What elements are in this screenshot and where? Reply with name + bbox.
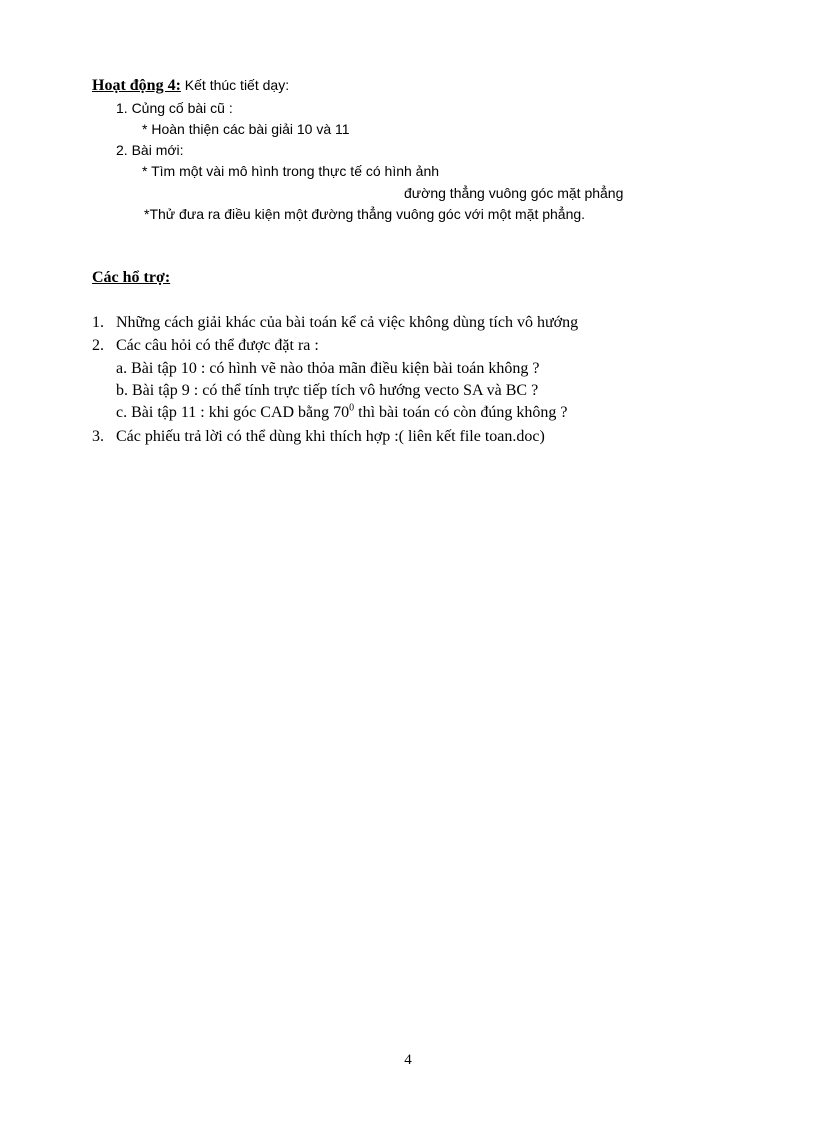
support-item-number: 1. [92, 314, 104, 331]
support-item-text: Các phiếu trả lời có thể dùng khi thích hợp :( liên kết file toan.doc) [116, 428, 545, 445]
support-item-text: Các câu hỏi có thể được đặt ra : [116, 337, 319, 354]
support-subitem-c-text-end: thì bài toán có còn đúng không ? [354, 404, 568, 421]
page-number: 4 [404, 1052, 412, 1068]
support-subitem-c-text: c. Bài tập 11 : khi góc CAD bằng 70 [116, 404, 350, 421]
support-item-text: Những cách giải khác của bài toán kể cả việc không dùng tích vô hướng [116, 314, 579, 331]
degree-superscript: 0 [349, 402, 355, 414]
support-subitem-a: a. Bài tập 10 : có hình vẽ nào thỏa mãn điều kiện bài toán không ? [116, 360, 540, 377]
support-item-1 [92, 313, 578, 333]
support-item-2 [92, 336, 319, 356]
support-item-number: 3. [92, 428, 104, 445]
activity-item-review-detail: * Hoàn thiện các bài giải 10 và 11 [142, 121, 350, 137]
activity-heading: Hoạt động 4: [92, 77, 181, 94]
activity-item-review: 1. Củng cố bài cũ : [116, 100, 233, 116]
support-item-3 [92, 427, 545, 447]
activity-item-condition: *Thử đưa ra điều kiện một đường thẳng vuông góc với một mặt phẳng. [144, 206, 586, 222]
support-subitem-b: b. Bài tập 9 : có thể tính trực tiếp tích vô hướng vecto SA và BC ? [116, 382, 539, 399]
support-heading: Các hổ trợ: [92, 269, 171, 286]
activity-item-find-models: * Tìm một vài mô hình trong thực tế có hình ảnh [142, 163, 440, 179]
support-subitem-c [116, 403, 567, 423]
support-item-number: 2. [92, 337, 104, 354]
activity-heading-line [92, 75, 289, 96]
activity-item-find-models-cont: đường thẳng vuông góc mặt phẳng [404, 185, 624, 201]
activity-title: Kết thúc tiết dạy: [184, 77, 290, 93]
activity-item-new-lesson: 2. Bài mới: [116, 142, 184, 158]
